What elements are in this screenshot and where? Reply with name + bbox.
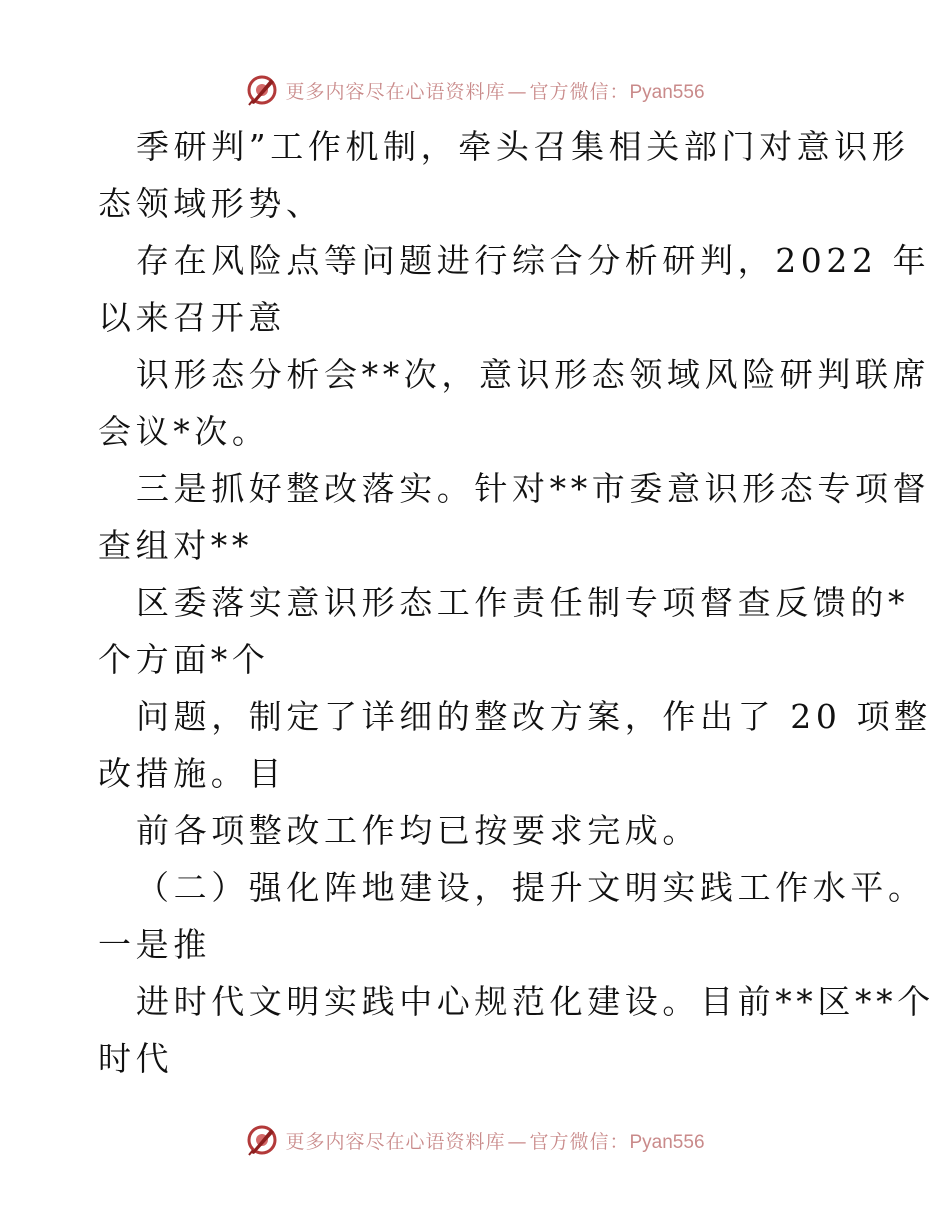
footer-site-text: 更多内容尽在心语资料库 (285, 1130, 506, 1153)
body-line: 查组对** (98, 526, 253, 565)
body-line: 识形态分析会**次，意识形态领域风险研判联席 (136, 355, 931, 394)
document-body (98, 118, 935, 1087)
body-line: 个方面*个 (98, 640, 270, 679)
footer-contact-label: 官方微信： (529, 1130, 630, 1153)
header-site-text: 更多内容尽在心语资料库 (285, 80, 506, 103)
body-line: 以来召开意 (98, 298, 286, 337)
header-contact-label: 官方微信： (529, 80, 630, 103)
body-line: 季研判”工作机制，牵头召集相关部门对意识形 (136, 127, 910, 166)
body-line: 三是抓好整改落实。针对**市委意识形态专项督 (136, 469, 931, 508)
footer-text (285, 1127, 704, 1154)
quill-seal-logo-icon (245, 1123, 279, 1157)
header-text (285, 77, 704, 104)
body-line: 存在风险点等问题进行综合分析研判，2022 年 (136, 241, 931, 280)
footer-separator: — (507, 1130, 528, 1153)
header-banner (0, 70, 950, 110)
header-contact-handle: Pyan556 (629, 81, 705, 103)
footer-contact-handle: Pyan556 (629, 1131, 705, 1153)
body-line: 问题，制定了详细的整改方案，作出了 20 项整 (136, 697, 932, 736)
body-line: （二）强化阵地建设，提升文明实践工作水平。 (136, 868, 926, 907)
body-line: 时代 (98, 1039, 174, 1078)
body-line: 进时代文明实践中心规范化建设。目前**区**个 (136, 982, 935, 1021)
footer-banner (0, 1120, 950, 1160)
body-line: 态领域形势、 (98, 184, 324, 223)
body-line: 一是推 (98, 925, 211, 964)
body-line: 改措施。目 (98, 754, 286, 793)
quill-seal-logo-icon (245, 73, 279, 107)
body-line: 区委落实意识形态工作责任制专项督查反馈的* (136, 583, 910, 622)
body-line: 前各项整改工作均已按要求完成。 (136, 811, 700, 850)
body-line: 会议*次。 (98, 412, 270, 451)
header-separator: — (507, 80, 528, 103)
